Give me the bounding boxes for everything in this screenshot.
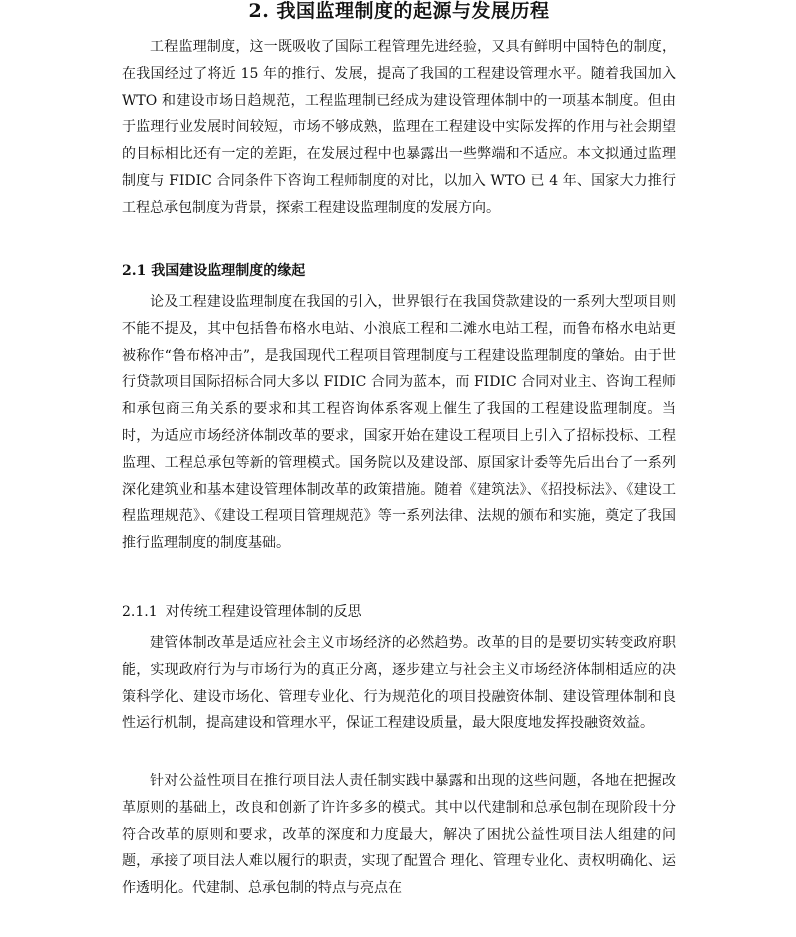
intro-paragraph: 工程监理制度，这一既吸收了国际工程管理先进经验，又具有鲜明中国特色的制度，在我国经过了将近 15 年的推行、发展，提高了我国的工程建设管理水平。随着我国加入 WTO 和建设市场日趋规范，工程监理制已经成为建设管理体制中的一项基本制度。但由于监理行业发展时间较短，市场不够成熟，监理在工程建设中实际发挥的作用与社会期望的目标相比还有一定的差距，在发展过程中也暴露出一些弊端和不适应。本文拟通过监理制度与 FIDIC 合同条件下咨询工程师制度的对比，以加入 WTO 已 4 年、国家大力推行工程总承包制度为背景，探索工程建设监理制度的发展方向。 [122,39,676,216]
section-heading-text: 对传统工程建设管理体制的反思 [165,604,362,620]
section-number: 2.1.1 [122,604,158,620]
section-2-1-1-paragraph-2: 针对公益性项目在推行项目法人责任制实践中暴露和出现的这些问题，各地在把握改革原则的基础上，改良和创新了许许多多的模式。其中以代建制和总承包制在现阶段十分符合改革的原则和要求，改革的深度和力度最大，解决了困扰公益性项目法人组建的问题，承接了项目法人难以履行的职责，实现了配置合 理化、管理专业化、责权明确化、运作透明化。代建制、总承包制的特点与亮点在 [122,773,676,897]
section-2-1-heading: 2.1 我国建设监理制度的缘起 [122,263,306,279]
section-2-1-1-heading [122,601,362,621]
chapter-title: 2. 我国监理制度的起源与发展历程 [248,0,550,22]
document-page [122,0,676,897]
section-2-1-1-paragraph-1: 建管体制改革是适应社会主义市场经济的必然趋势。改革的目的是要切实转变政府职能，实现政府行为与市场行为的真正分离，逐步建立与社会主义市场经济体制相适应的决策科学化、建设市场化、管理专业化、行为规范化的项目投融资体制、建设管理体制和良性运行机制，提高建设和管理水平，保证工程建设质量，最大限度地发挥投融资效益。 [122,635,676,732]
section-2-1-paragraph: 论及工程建设监理制度在我国的引入，世界银行在我国贷款建设的一系列大型项目则不能不提及，其中包括鲁布格水电站、小浪底工程和二滩水电站工程，而鲁布格水电站更被称作“鲁布格冲击”，是我国现代工程项目管理制度与工程建设监理制度的肇始。由于世行贷款项目国际招标合同大多以 FIDIC 合同为蓝本，而 FIDIC 合同对业主、咨询工程师和承包商三角关系的要求和其工程咨询体系客观上催生了我国的工程建设监理制度。当时，为适应市场经济体制改革的要求，国家开始在建设工程项目上引入了招标投标、工程监理、工程总承包等新的管理模式。国务院以及建设部、原国家计委等先后出台了一系列深化建筑业和基本建设管理体制改革的政策措施。随着《建筑法》、《招投标法》、《建设工程监理规范》、《建设工程项目管理规范》等一系列法律、法规的颁布和实施，奠定了我国推行监理制度的制度基础。 [122,294,676,552]
